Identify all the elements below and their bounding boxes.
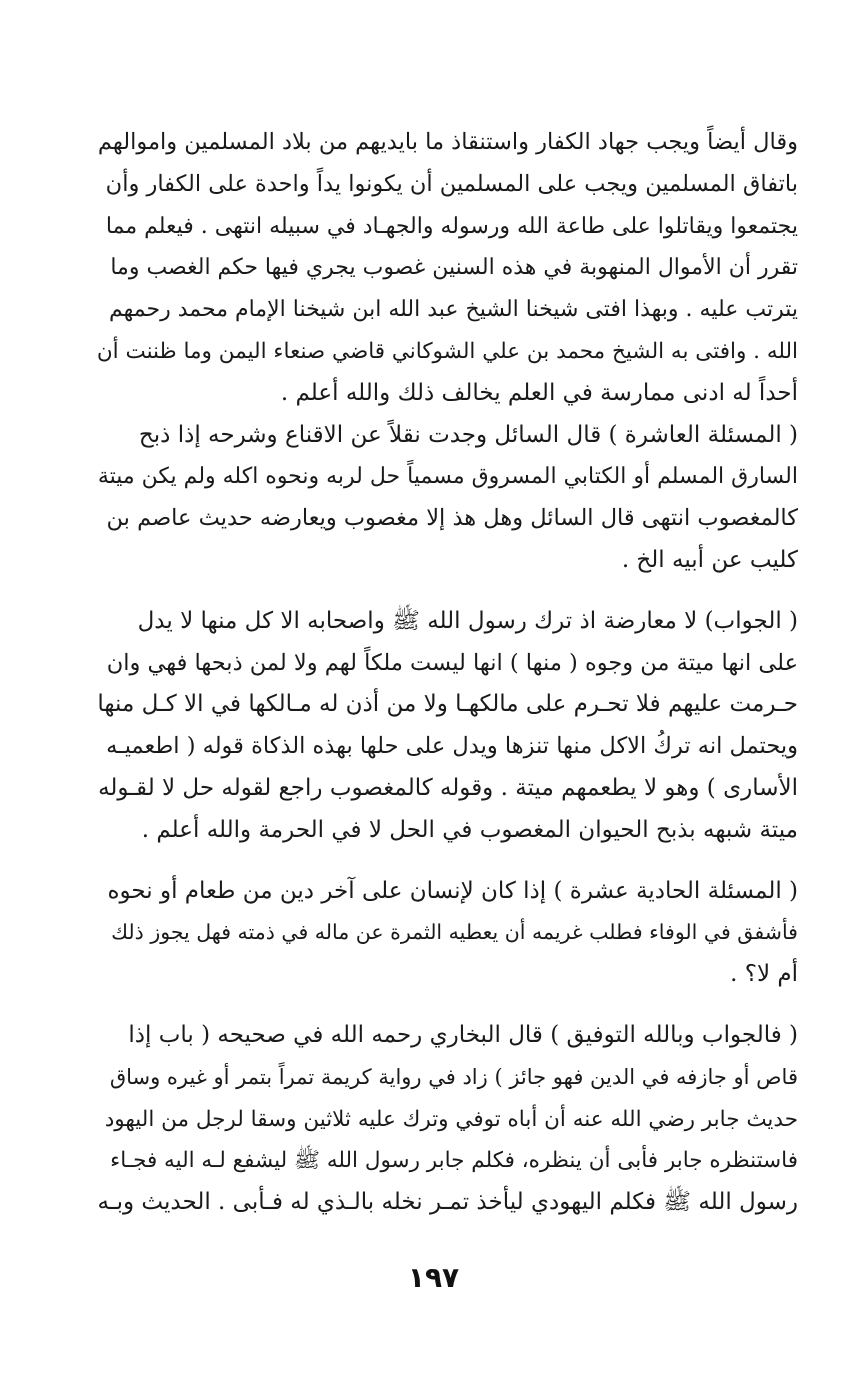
text-line: الله . وافتى به الشيخ محمد بن علي الشوكاني قاضي صنعاء اليمن وما ظننت أن	[96, 338, 798, 364]
text-line: رسول الله ﷺ فكلم اليهودي ليأخذ تمـر نخله بالـذي له فـأبى . الحديث وبـه	[97, 1189, 798, 1216]
text-line: حديث جابر رضي الله عنه أن أباه توفي وترك عليه ثلاثين وسقا لرجل من اليهود	[104, 1106, 798, 1132]
text-line: قاص أو جازفه في الدين فهو جائز ) زاد في رواية كريمة تمراً بتمر أو غيره وساق	[109, 1064, 798, 1089]
text-line: ( المسئلة الحادية عشرة ) إذا كان لإنسان على آخر دين من طعام أو نحوه	[107, 877, 798, 904]
text-line: وقال أيضاً ويجب جهاد الكفار واستنقاذ ما بايديهم من بلاد المسلمين واموالهم	[97, 129, 798, 155]
text-line: تقرر أن الأموال المنهوبة في هذه السنين غصوب يجري فيها حكم الغصب وما	[110, 255, 798, 281]
paragraph-question-10	[96, 415, 798, 582]
text-line: على انها ميتة من وجوه ( منها ) انها ليست ملكاً لهم ولا لمن ذبحها فهي وان	[106, 649, 798, 676]
text-line: الأسارى ) وهو لا يطعمهم ميتة . وقوله كالمغصوب راجع لقوله حل لا لقـوله	[98, 774, 798, 801]
text-line: حـرمت عليهم فلا تحـرم على مالكهـا ولا من أذن له مـالكها في الا كـل منها	[97, 691, 798, 718]
text-line: ميتة شبهه بذبح الحيوان المغصوب في الحل لا في الحرمة والله أعلم .	[141, 816, 798, 843]
text-line: أحداً له ادنى ممارسة في العلم يخالف ذلك والله أعلم .	[280, 379, 798, 406]
text-line: السارق المسلم أو الكتابي المسروق مسمياً حل لربه ونحوه اكله ولم يكن ميتة	[97, 464, 798, 490]
text-line: ( الجواب) لا معارضة اذ ترك رسول الله ﷺ واصحابه الا كل منها لا يدل	[137, 607, 798, 634]
text-line: كالمغصوب انتهى قال السائل وهل هذ إلا مغصوب ويعارضه حديث عاصم بن	[106, 505, 798, 532]
paragraph-answer-11	[96, 1015, 798, 1224]
paragraph-answer-10	[96, 601, 798, 852]
text-line: ويحتمل انه تركُ الاكل منها تنزها ويدل على حلها بهذه الذكاة قوله ( اطعميـه	[106, 733, 798, 760]
paragraph-opening	[96, 122, 798, 415]
text-line: فأشفق في الوفاء فطلب غريمه أن يعطيه الثمرة عن ماله في ذمته فهل يجوز ذلك	[111, 920, 798, 945]
document-body	[96, 122, 798, 1224]
text-line: ( المسئلة العاشرة ) قال السائل وجدت نقلاً عن الاقناع وشرحه إذا ذبح	[138, 421, 798, 448]
page-number: ١٩٧	[407, 1261, 460, 1294]
text-line: يترتب عليه . وبهذا افتى شيخنا الشيخ عبد الله ابن شيخنا الإمام محمد رحمهم	[109, 297, 798, 323]
text-line: باتفاق المسلمين ويجب على المسلمين أن يكونوا يداً واحدة على الكفار وأن	[105, 170, 798, 197]
text-line: يجتمعوا ويقاتلوا على طاعة الله ورسوله والجهـاد في سبيله انتهى . فيعلم مما	[105, 213, 798, 239]
text-line: أم لا؟ .	[730, 961, 798, 988]
text-line: كليب عن أبيه الخ .	[621, 546, 798, 573]
paragraph-question-11	[96, 871, 798, 996]
text-line: ( فالجواب وبالله التوفيق ) قال البخاري رحمه الله في صحيحه ( باب إذا	[128, 1021, 798, 1048]
text-line: فاستنظره جابر فأبى أن ينظره، فكلم جابر رسول الله ﷺ ليشفع لـه اليه فجـاء	[110, 1148, 798, 1174]
